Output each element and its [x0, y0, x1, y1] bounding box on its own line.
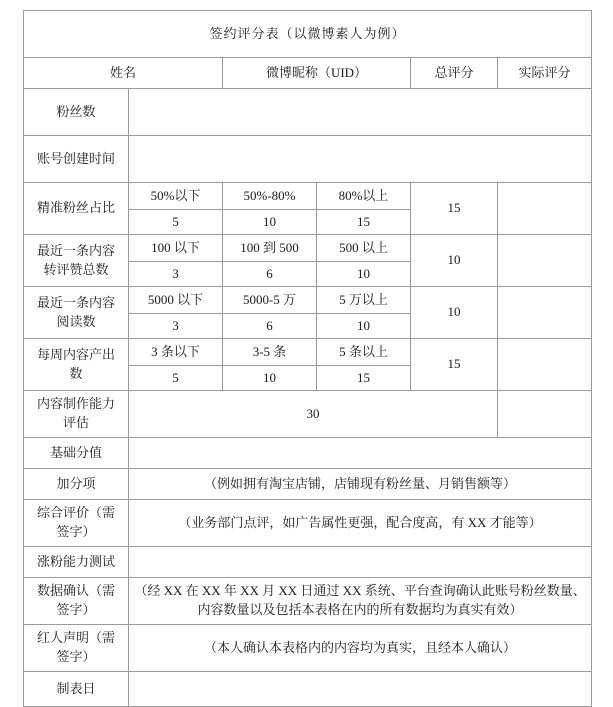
header-total-score-label: 总评分 — [411, 58, 498, 89]
tier-precise-fans-3: 80%以上 — [317, 183, 411, 210]
tier-weekly-output-3: 5 条以上 — [317, 339, 411, 366]
label-precise-fans-ratio: 精准粉丝占比 — [24, 183, 129, 235]
actual-content-ability[interactable] — [498, 391, 592, 438]
label-latest-reads-line1: 最近一条内容 — [36, 294, 115, 310]
table-row-fan-growth-test — [24, 547, 592, 578]
tier-score-precise-fans-2: 10 — [223, 210, 317, 235]
label-fan-growth-test: 涨粉能力测试 — [24, 547, 129, 578]
actual-latest-engagement[interactable] — [498, 235, 592, 287]
value-bonus[interactable]: （例如拥有淘宝店铺，店铺现有粉丝量、月销售额等） — [129, 469, 592, 500]
tier-score-latest-reads-1: 3 — [129, 314, 223, 339]
actual-weekly-output[interactable] — [498, 339, 592, 391]
tier-precise-fans-1: 50%以下 — [129, 183, 223, 210]
label-made-date: 制表日 — [24, 672, 129, 707]
table-row-bonus — [24, 469, 592, 500]
tier-weekly-output-2: 3-5 条 — [223, 339, 317, 366]
label-data-confirm — [24, 578, 129, 625]
label-bonus: 加分项 — [24, 469, 129, 500]
value-data-confirm-line1: （经 XX 在 XX 年 XX 月 XX 日通过 XX 系统、平台查询确认此账号粉丝数量、 — [134, 583, 586, 599]
tier-score-latest-reads-2: 6 — [223, 314, 317, 339]
page-title: 签约评分表（以微博素人为例） — [24, 11, 592, 58]
value-fan-growth-test[interactable] — [129, 547, 592, 578]
table-row-made-date — [24, 672, 592, 707]
header-actual-score-label: 实际评分 — [498, 58, 592, 89]
label-latest-engagement-line2: 转评赞总数 — [43, 261, 109, 277]
table-row-fans-count — [24, 89, 592, 136]
label-latest-reads — [24, 287, 129, 339]
table-row-content-ability — [24, 391, 592, 438]
table-row-account-created — [24, 136, 592, 183]
label-content-ability — [24, 391, 129, 438]
label-overall-review-line2: 签字） — [56, 524, 96, 539]
value-data-confirm[interactable] — [129, 578, 592, 625]
tier-score-precise-fans-3: 15 — [317, 210, 411, 235]
total-precise-fans-ratio: 15 — [411, 183, 498, 235]
table-row-precise-fans-tiers — [24, 183, 592, 210]
tier-score-latest-engagement-2: 6 — [223, 262, 317, 287]
tier-score-weekly-output-1: 5 — [129, 366, 223, 391]
label-influencer-statement-line2: 签字） — [56, 649, 96, 664]
label-weekly-output — [24, 339, 129, 391]
label-weekly-output-line1: 每周内容产出 — [36, 346, 115, 362]
table-row-latest-engagement-tiers — [24, 235, 592, 262]
tier-score-weekly-output-3: 15 — [317, 366, 411, 391]
total-latest-reads: 10 — [411, 287, 498, 339]
actual-precise-fans-ratio[interactable] — [498, 183, 592, 235]
label-overall-review — [24, 500, 129, 547]
tier-weekly-output-1: 3 条以下 — [129, 339, 223, 366]
table-row-influencer-statement — [24, 625, 592, 672]
value-content-ability: 30 — [129, 391, 498, 438]
tier-precise-fans-2: 50%-80% — [223, 183, 317, 210]
label-data-confirm-line2: 签字） — [56, 602, 96, 617]
tier-latest-reads-2: 5000-5 万 — [223, 287, 317, 314]
table-row-weekly-output-tiers — [24, 339, 592, 366]
contract-score-table — [23, 10, 592, 707]
table-row-header — [24, 58, 592, 89]
tier-latest-engagement-3: 500 以上 — [317, 235, 411, 262]
label-latest-reads-line2: 阅读数 — [56, 313, 96, 329]
tier-score-latest-engagement-3: 10 — [317, 262, 411, 287]
table-row-latest-reads-tiers — [24, 287, 592, 314]
value-overall-review[interactable]: （业务部门点评，如广告属性更强，配合度高，有 XX 才能等） — [129, 500, 592, 547]
value-made-date[interactable] — [129, 672, 592, 707]
label-content-ability-line2: 评估 — [62, 415, 89, 430]
label-influencer-statement — [24, 625, 129, 672]
value-base-score[interactable] — [129, 438, 592, 469]
tier-score-latest-reads-3: 10 — [317, 314, 411, 339]
value-data-confirm-line2: 内容数量以及包括本表格在内的所有数据均为真实有效） — [197, 602, 523, 617]
table-row-title — [24, 11, 592, 58]
label-latest-engagement-line1: 最近一条内容 — [36, 242, 115, 258]
tier-latest-reads-1: 5000 以下 — [129, 287, 223, 314]
label-base-score: 基础分值 — [24, 438, 129, 469]
total-latest-engagement: 10 — [411, 235, 498, 287]
table-row-overall-review — [24, 500, 592, 547]
value-fans-count[interactable] — [129, 89, 592, 136]
label-account-created: 账号创建时间 — [24, 136, 129, 183]
label-data-confirm-line1: 数据确认（需 — [36, 583, 115, 599]
label-fans-count: 粉丝数 — [24, 89, 129, 136]
tier-score-latest-engagement-1: 3 — [129, 262, 223, 287]
tier-score-weekly-output-2: 10 — [223, 366, 317, 391]
value-account-created[interactable] — [129, 136, 592, 183]
label-content-ability-line1: 内容制作能力 — [36, 396, 115, 412]
table-row-data-confirm — [24, 578, 592, 625]
tier-score-precise-fans-1: 5 — [129, 210, 223, 235]
total-weekly-output: 15 — [411, 339, 498, 391]
tier-latest-engagement-2: 100 到 500 — [223, 235, 317, 262]
actual-latest-reads[interactable] — [498, 287, 592, 339]
label-influencer-statement-line1: 红人声明（需 — [36, 630, 115, 646]
value-influencer-statement[interactable]: （本人确认本表格内的内容均为真实，且经本人确认） — [129, 625, 592, 672]
tier-latest-engagement-1: 100 以下 — [129, 235, 223, 262]
header-name-label: 姓名 — [24, 58, 223, 89]
label-latest-engagement — [24, 235, 129, 287]
tier-latest-reads-3: 5 万以上 — [317, 287, 411, 314]
header-nickname-label: 微博昵称（UID） — [223, 58, 411, 89]
table-row-base-score — [24, 438, 592, 469]
label-weekly-output-line2: 数 — [69, 365, 83, 381]
label-overall-review-line1: 综合评价（需 — [36, 505, 115, 521]
